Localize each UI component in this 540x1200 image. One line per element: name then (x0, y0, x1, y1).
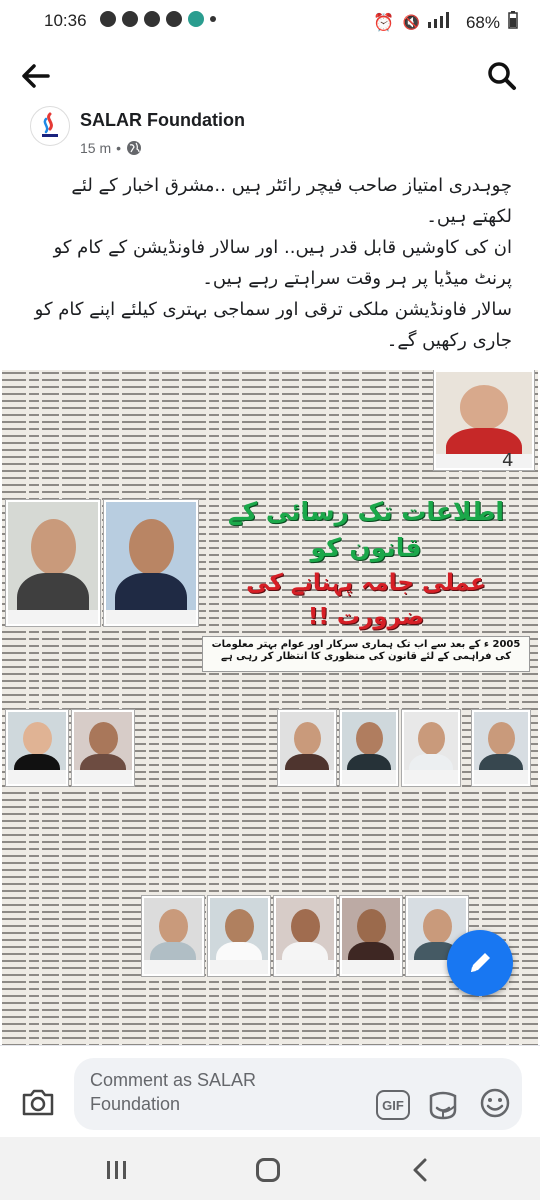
status-bar (0, 0, 540, 44)
search-button[interactable] (484, 58, 520, 94)
dot-icon (210, 16, 216, 22)
app-bar (0, 44, 540, 106)
post-time[interactable]: 15 m (80, 140, 112, 156)
portrait-photo (6, 500, 100, 626)
sticker-icon (426, 1088, 460, 1122)
sticker-button[interactable] (426, 1088, 460, 1122)
status-time: 10:36 (44, 11, 87, 30)
post-paragraph: چوہدری امتیاز صاحب فیچر رائٹر ہیں ..مشرق اخبار کے لئے لکھتے ہیں۔ (71, 175, 512, 227)
camera-icon (20, 1086, 56, 1118)
page-avatar[interactable] (30, 106, 70, 146)
portrait-photo (208, 896, 270, 976)
portrait-photo (274, 896, 336, 976)
notification-icons (100, 11, 216, 27)
mute-icon: 🔇 (402, 14, 420, 30)
globe-icon (126, 140, 142, 156)
headline-line-2: عملی جامہ پہنانے کی ضرورت !! (246, 570, 486, 630)
portrait-photo (340, 896, 402, 976)
comment-composer (0, 1045, 540, 1137)
emoji-button[interactable] (478, 1086, 512, 1120)
search-icon (484, 58, 520, 94)
system-navigation-bar (0, 1137, 540, 1200)
portrait-photo (142, 896, 204, 976)
post-text (28, 170, 512, 356)
post-header (0, 106, 540, 166)
post-paragraph: سالار فاونڈیشن ملکی ترقی اور سماجی بہتری کیلئے اپنے کام کو جاری رکھیں گے۔ (34, 299, 512, 351)
portrait-photo (340, 710, 398, 786)
post-meta (80, 140, 142, 156)
page-number: 4 (502, 450, 514, 471)
post-paragraph: ان کی کاوشیں قابل قدر ہیں.. اور سالار فاونڈیشن کے کام کو پرنٹ میڈیا پر ہر وقت سراہتے رہے ہیں۔ (53, 237, 512, 289)
portrait-photo (6, 710, 68, 786)
messenger-icon (144, 11, 160, 27)
telegram-icon (100, 11, 116, 27)
portrait-photo (402, 710, 460, 786)
back-button[interactable] (18, 58, 54, 94)
app-notification-icon (188, 11, 204, 27)
alarm-icon: ⏰ (373, 12, 395, 32)
home-button[interactable] (256, 1158, 280, 1182)
portrait-photo (278, 710, 336, 786)
page-name[interactable]: SALAR Foundation (80, 110, 245, 130)
chevron-left-icon (410, 1157, 430, 1183)
recents-icon (105, 1159, 129, 1181)
battery-text: 68% (465, 12, 500, 32)
system-icons (373, 11, 518, 34)
meta-separator: • (116, 140, 122, 156)
battery-icon (508, 11, 518, 34)
portrait-photo (104, 500, 198, 626)
edit-button[interactable] (447, 930, 513, 996)
media-icon (166, 11, 182, 27)
camera-button[interactable] (20, 1086, 56, 1118)
salar-logo-icon (36, 111, 64, 141)
comment-input[interactable] (74, 1058, 522, 1130)
system-back-button[interactable] (410, 1157, 430, 1183)
newspaper-headline (202, 494, 530, 630)
newspaper-subheadline: 2005 ء کے بعد سے اب تک ہماری سرکار اور عوام بہتر معلومات کی فراہمی کے لئے قانون کی منظوری کا انتظار کر رہی ہے (202, 636, 530, 672)
headline-line-1: اطلاعات تک رسائی کے قانون کو (227, 497, 504, 562)
comment-placeholder: Comment as SALAR Foundation (90, 1070, 257, 1114)
smiley-icon (478, 1086, 512, 1120)
recents-button[interactable] (105, 1159, 129, 1181)
portrait-photo (472, 710, 530, 786)
pencil-icon (464, 947, 496, 979)
arrow-left-icon (18, 58, 54, 94)
signal-icon (428, 12, 458, 33)
portrait-photo (72, 710, 134, 786)
messenger-icon (122, 11, 138, 27)
gif-button[interactable]: GIF (376, 1090, 410, 1120)
